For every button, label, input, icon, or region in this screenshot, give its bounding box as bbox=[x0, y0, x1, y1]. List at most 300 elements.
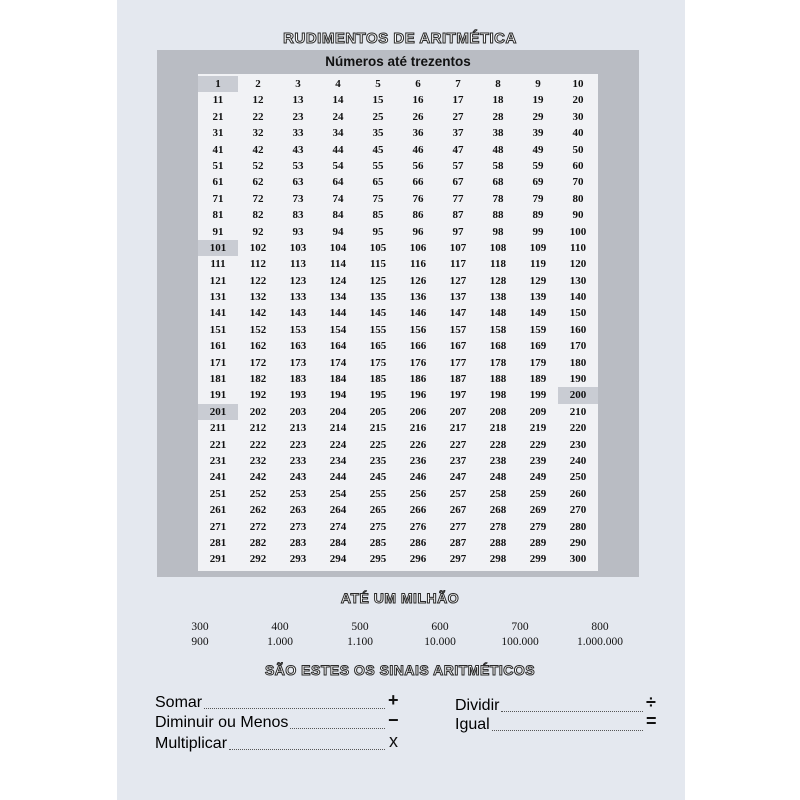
table-row bbox=[198, 109, 598, 125]
number-cell: 52 bbox=[252, 159, 264, 172]
number-cell: 161 bbox=[209, 340, 227, 353]
number-cell: 225 bbox=[369, 438, 387, 451]
table-row bbox=[198, 256, 598, 272]
number-cell: 28 bbox=[492, 110, 504, 123]
number-cell: 132 bbox=[249, 291, 267, 304]
number-cell: 44 bbox=[332, 143, 344, 156]
number-cell: 16 bbox=[412, 94, 424, 107]
number-cell: 127 bbox=[449, 274, 467, 287]
dotted-leader bbox=[501, 711, 643, 712]
number-cell: 86 bbox=[412, 209, 424, 222]
number-cell: 137 bbox=[449, 291, 467, 304]
number-cell: 263 bbox=[289, 504, 307, 517]
number-cell: 99 bbox=[532, 225, 544, 238]
number-cell: 124 bbox=[329, 274, 347, 287]
number-cell: 118 bbox=[490, 258, 506, 271]
million-value: 500 bbox=[351, 621, 369, 633]
number-cell: 55 bbox=[372, 159, 384, 172]
number-cell: 151 bbox=[209, 323, 227, 336]
number-table-title: Números até trezentos bbox=[325, 54, 471, 69]
number-cell: 197 bbox=[449, 389, 467, 402]
sign-label-multiplicar: Multiplicar bbox=[155, 735, 228, 752]
number-cell: 157 bbox=[449, 323, 467, 336]
number-cell: 34 bbox=[332, 127, 344, 140]
number-cell: 293 bbox=[289, 553, 307, 566]
number-cell: 66 bbox=[412, 176, 424, 189]
number-cell: 84 bbox=[332, 209, 344, 222]
table-row bbox=[198, 92, 598, 108]
number-cell: 92 bbox=[252, 225, 264, 238]
number-cell: 98 bbox=[492, 225, 504, 238]
number-cell: 226 bbox=[409, 438, 427, 451]
number-cell: 288 bbox=[489, 536, 507, 549]
number-cell: 285 bbox=[369, 536, 387, 549]
table-row bbox=[198, 289, 598, 305]
table-row bbox=[198, 305, 598, 321]
number-cell: 51 bbox=[212, 159, 224, 172]
number-cell: 238 bbox=[489, 454, 507, 467]
number-cell: 21 bbox=[212, 110, 224, 123]
number-cell: 20 bbox=[572, 94, 584, 107]
number-cell: 153 bbox=[289, 323, 307, 336]
million-value: 10.000 bbox=[424, 636, 456, 648]
number-cell: 253 bbox=[289, 487, 307, 500]
number-cell: 63 bbox=[292, 176, 304, 189]
sign-label-somar: Somar bbox=[155, 694, 203, 711]
divide-icon: ÷ bbox=[646, 692, 656, 712]
number-cell: 281 bbox=[209, 536, 227, 549]
table-row bbox=[198, 207, 598, 223]
number-cell: 101 bbox=[198, 240, 238, 256]
number-cell: 154 bbox=[329, 323, 347, 336]
number-cell: 271 bbox=[209, 520, 227, 533]
number-cell: 210 bbox=[569, 405, 587, 418]
number-cell: 198 bbox=[489, 389, 507, 402]
number-cell: 126 bbox=[409, 274, 427, 287]
number-cell: 282 bbox=[249, 536, 267, 549]
number-cell: 214 bbox=[329, 422, 347, 435]
number-cell: 280 bbox=[569, 520, 587, 533]
number-cell: 300 bbox=[569, 553, 587, 566]
number-cell: 95 bbox=[372, 225, 384, 238]
number-cell: 27 bbox=[452, 110, 464, 123]
million-value: 100.000 bbox=[501, 636, 539, 648]
number-cell: 195 bbox=[369, 389, 387, 402]
number-cell: 257 bbox=[449, 487, 467, 500]
number-cell: 245 bbox=[369, 471, 387, 484]
number-cell: 91 bbox=[212, 225, 224, 238]
number-cell: 70 bbox=[572, 176, 584, 189]
number-cell: 88 bbox=[492, 209, 504, 222]
number-cell: 184 bbox=[329, 373, 347, 386]
number-cell: 252 bbox=[249, 487, 267, 500]
million-section-title: ATÉ UM MILHÃO bbox=[340, 590, 460, 606]
number-cell: 188 bbox=[489, 373, 507, 386]
number-cell: 79 bbox=[532, 192, 544, 205]
number-cell: 83 bbox=[292, 209, 304, 222]
table-row bbox=[198, 387, 598, 403]
number-cell: 22 bbox=[252, 110, 264, 123]
million-value: 300 bbox=[191, 621, 209, 633]
number-cell: 107 bbox=[449, 241, 467, 254]
number-cell: 131 bbox=[209, 291, 227, 304]
number-cell: 77 bbox=[452, 192, 464, 205]
number-cell: 74 bbox=[332, 192, 344, 205]
number-cell: 291 bbox=[209, 553, 227, 566]
number-cell: 241 bbox=[209, 471, 227, 484]
times-icon: x bbox=[389, 731, 398, 751]
number-cell: 297 bbox=[449, 553, 467, 566]
number-cell: 103 bbox=[289, 241, 307, 254]
number-cell: 286 bbox=[409, 536, 427, 549]
number-cell: 170 bbox=[569, 340, 587, 353]
number-cell: 9 bbox=[535, 78, 541, 90]
number-cell: 136 bbox=[409, 291, 427, 304]
number-cell: 130 bbox=[569, 274, 587, 287]
number-cell: 112 bbox=[250, 258, 266, 271]
table-row bbox=[198, 420, 598, 436]
table-row bbox=[198, 355, 598, 371]
number-cell: 204 bbox=[329, 405, 347, 418]
number-cell: 50 bbox=[572, 143, 584, 156]
number-cell: 134 bbox=[329, 291, 347, 304]
number-cell: 10 bbox=[572, 78, 584, 90]
number-cell: 212 bbox=[249, 422, 267, 435]
number-cell: 87 bbox=[452, 209, 464, 222]
number-cell: 160 bbox=[569, 323, 587, 336]
table-row bbox=[198, 322, 598, 338]
number-cell: 175 bbox=[369, 356, 387, 369]
number-cell: 177 bbox=[449, 356, 467, 369]
number-cell: 57 bbox=[452, 159, 464, 172]
number-cell: 270 bbox=[569, 504, 587, 517]
number-cell: 13 bbox=[292, 94, 304, 107]
number-cell: 38 bbox=[492, 127, 504, 140]
number-cell: 18 bbox=[492, 94, 504, 107]
number-cell: 150 bbox=[569, 307, 587, 320]
number-cell: 81 bbox=[212, 209, 224, 222]
number-cell: 284 bbox=[329, 536, 347, 549]
number-cell: 7 bbox=[455, 78, 461, 90]
number-cell: 199 bbox=[529, 389, 547, 402]
number-cell: 211 bbox=[210, 422, 226, 435]
number-cell: 219 bbox=[529, 422, 547, 435]
number-cell: 191 bbox=[209, 389, 227, 402]
number-cell: 19 bbox=[532, 94, 544, 107]
number-cell: 152 bbox=[249, 323, 267, 336]
table-row bbox=[198, 371, 598, 387]
million-value: 800 bbox=[591, 621, 609, 633]
number-cell: 43 bbox=[292, 143, 304, 156]
number-cell: 294 bbox=[329, 553, 347, 566]
number-cell: 125 bbox=[369, 274, 387, 287]
number-cell: 221 bbox=[209, 438, 227, 451]
number-cell: 248 bbox=[489, 471, 507, 484]
number-cell: 229 bbox=[529, 438, 547, 451]
number-cell: 220 bbox=[569, 422, 587, 435]
number-cell: 59 bbox=[532, 159, 544, 172]
number-cell: 147 bbox=[449, 307, 467, 320]
number-cell: 73 bbox=[292, 192, 304, 205]
number-cell: 298 bbox=[489, 553, 507, 566]
number-cell: 192 bbox=[249, 389, 267, 402]
number-cell: 180 bbox=[569, 356, 587, 369]
number-cell: 186 bbox=[409, 373, 427, 386]
table-row bbox=[198, 273, 598, 289]
number-cell: 247 bbox=[449, 471, 467, 484]
number-cell: 258 bbox=[489, 487, 507, 500]
million-row-2 bbox=[150, 636, 650, 648]
number-cell: 181 bbox=[209, 373, 227, 386]
number-cell: 69 bbox=[532, 176, 544, 189]
plus-icon: + bbox=[388, 690, 399, 710]
number-cell: 190 bbox=[569, 373, 587, 386]
number-cell: 289 bbox=[529, 536, 547, 549]
number-cell: 292 bbox=[249, 553, 267, 566]
number-cell: 237 bbox=[449, 454, 467, 467]
number-cell: 42 bbox=[252, 143, 264, 156]
number-cell: 141 bbox=[209, 307, 227, 320]
million-value: 900 bbox=[191, 636, 209, 648]
number-cell: 243 bbox=[289, 471, 307, 484]
number-cell: 24 bbox=[332, 110, 344, 123]
number-cell: 82 bbox=[252, 209, 264, 222]
number-cell: 31 bbox=[212, 127, 224, 140]
number-cell: 102 bbox=[249, 241, 267, 254]
number-cell: 208 bbox=[489, 405, 507, 418]
million-value: 1.100 bbox=[347, 636, 373, 648]
sign-line-dividir bbox=[455, 697, 645, 715]
number-cell: 182 bbox=[249, 373, 267, 386]
table-row bbox=[198, 404, 598, 420]
number-cell: 265 bbox=[369, 504, 387, 517]
number-cell: 223 bbox=[289, 438, 307, 451]
number-cell: 251 bbox=[209, 487, 227, 500]
number-cell: 206 bbox=[409, 405, 427, 418]
number-cell: 97 bbox=[452, 225, 464, 238]
table-row bbox=[198, 224, 598, 240]
number-cell: 233 bbox=[289, 454, 307, 467]
number-cell: 120 bbox=[569, 258, 587, 271]
number-cell: 135 bbox=[369, 291, 387, 304]
number-cell: 163 bbox=[289, 340, 307, 353]
number-cell: 246 bbox=[409, 471, 427, 484]
number-cell: 53 bbox=[292, 159, 304, 172]
number-cell: 266 bbox=[409, 504, 427, 517]
number-cell: 15 bbox=[372, 94, 384, 107]
number-cell: 262 bbox=[249, 504, 267, 517]
number-cell: 242 bbox=[249, 471, 267, 484]
number-cell: 267 bbox=[449, 504, 467, 517]
number-cell: 142 bbox=[249, 307, 267, 320]
number-cell: 93 bbox=[292, 225, 304, 238]
table-row bbox=[198, 469, 598, 485]
number-cell: 146 bbox=[409, 307, 427, 320]
number-cell: 187 bbox=[449, 373, 467, 386]
number-cell: 290 bbox=[569, 536, 587, 549]
number-cell: 17 bbox=[452, 94, 464, 107]
number-cell: 162 bbox=[249, 340, 267, 353]
table-row bbox=[198, 502, 598, 518]
number-cell: 230 bbox=[569, 438, 587, 451]
sign-label-igual: Igual bbox=[455, 716, 490, 733]
number-cell: 71 bbox=[212, 192, 224, 205]
number-cell: 41 bbox=[212, 143, 224, 156]
number-cell: 145 bbox=[369, 307, 387, 320]
number-cell: 138 bbox=[489, 291, 507, 304]
table-row bbox=[198, 240, 598, 256]
number-cell: 6 bbox=[415, 78, 421, 90]
dotted-leader bbox=[290, 728, 385, 729]
number-cell: 90 bbox=[572, 209, 584, 222]
number-cell: 250 bbox=[569, 471, 587, 484]
number-cell: 268 bbox=[489, 504, 507, 517]
minus-icon: − bbox=[388, 710, 399, 730]
table-row bbox=[198, 76, 598, 92]
number-cell: 105 bbox=[369, 241, 387, 254]
number-cell: 272 bbox=[249, 520, 267, 533]
number-cell: 56 bbox=[412, 159, 424, 172]
number-cell: 202 bbox=[249, 405, 267, 418]
number-cell: 200 bbox=[558, 387, 598, 403]
number-cell: 25 bbox=[372, 110, 384, 123]
number-cell: 149 bbox=[529, 307, 547, 320]
number-cell: 236 bbox=[409, 454, 427, 467]
number-cell: 45 bbox=[372, 143, 384, 156]
number-cell: 1 bbox=[198, 76, 238, 92]
number-cell: 158 bbox=[489, 323, 507, 336]
number-cell: 216 bbox=[409, 422, 427, 435]
number-cell: 58 bbox=[492, 159, 504, 172]
number-cell: 205 bbox=[369, 405, 387, 418]
number-cell: 235 bbox=[369, 454, 387, 467]
table-row bbox=[198, 174, 598, 190]
number-cell: 232 bbox=[249, 454, 267, 467]
number-cell: 218 bbox=[489, 422, 507, 435]
number-cell: 75 bbox=[372, 192, 384, 205]
number-cell: 166 bbox=[409, 340, 427, 353]
number-cell: 159 bbox=[529, 323, 547, 336]
table-row bbox=[198, 142, 598, 158]
million-value: 600 bbox=[431, 621, 449, 633]
dotted-leader bbox=[492, 730, 643, 731]
number-cell: 172 bbox=[249, 356, 267, 369]
million-value: 700 bbox=[511, 621, 529, 633]
number-cell: 110 bbox=[570, 241, 586, 254]
number-cell: 213 bbox=[289, 422, 307, 435]
number-cell: 111 bbox=[210, 258, 226, 271]
number-cell: 222 bbox=[249, 438, 267, 451]
number-cell: 133 bbox=[289, 291, 307, 304]
number-cell: 185 bbox=[369, 373, 387, 386]
number-cell: 139 bbox=[529, 291, 547, 304]
number-cell: 169 bbox=[529, 340, 547, 353]
number-cell: 287 bbox=[449, 536, 467, 549]
table-row bbox=[198, 437, 598, 453]
number-cell: 48 bbox=[492, 143, 504, 156]
number-cell: 174 bbox=[329, 356, 347, 369]
number-table bbox=[198, 76, 598, 568]
number-cell: 234 bbox=[329, 454, 347, 467]
number-cell: 215 bbox=[369, 422, 387, 435]
number-cell: 143 bbox=[289, 307, 307, 320]
number-cell: 115 bbox=[370, 258, 386, 271]
number-cell: 65 bbox=[372, 176, 384, 189]
number-cell: 203 bbox=[289, 405, 307, 418]
million-value: 1.000.000 bbox=[577, 636, 623, 648]
number-cell: 60 bbox=[572, 159, 584, 172]
number-cell: 217 bbox=[449, 422, 467, 435]
table-row bbox=[198, 125, 598, 141]
number-cell: 259 bbox=[529, 487, 547, 500]
number-cell: 36 bbox=[412, 127, 424, 140]
number-cell: 296 bbox=[409, 553, 427, 566]
number-cell: 116 bbox=[410, 258, 426, 271]
number-cell: 227 bbox=[449, 438, 467, 451]
number-cell: 80 bbox=[572, 192, 584, 205]
equals-icon: = bbox=[646, 711, 657, 731]
number-cell: 40 bbox=[572, 127, 584, 140]
number-cell: 104 bbox=[329, 241, 347, 254]
table-row bbox=[198, 338, 598, 354]
table-row bbox=[198, 453, 598, 469]
number-cell: 167 bbox=[449, 340, 467, 353]
million-value: 1.000 bbox=[267, 636, 293, 648]
number-cell: 168 bbox=[489, 340, 507, 353]
number-cell: 113 bbox=[290, 258, 306, 271]
number-cell: 196 bbox=[409, 389, 427, 402]
number-cell: 155 bbox=[369, 323, 387, 336]
page-title: RUDIMENTOS DE ARITMÉTICA bbox=[283, 30, 517, 47]
number-cell: 183 bbox=[289, 373, 307, 386]
sign-label-dividir: Dividir bbox=[455, 697, 500, 714]
table-row bbox=[198, 535, 598, 551]
number-cell: 240 bbox=[569, 454, 587, 467]
number-cell: 255 bbox=[369, 487, 387, 500]
number-cell: 72 bbox=[252, 192, 264, 205]
number-cell: 61 bbox=[212, 176, 224, 189]
number-cell: 144 bbox=[329, 307, 347, 320]
number-cell: 106 bbox=[409, 241, 427, 254]
number-cell: 179 bbox=[529, 356, 547, 369]
number-cell: 119 bbox=[530, 258, 546, 271]
number-cell: 32 bbox=[252, 127, 264, 140]
number-cell: 35 bbox=[372, 127, 384, 140]
signs-section-title: SÃO ESTES OS SINAIS ARITMÉTICOS bbox=[264, 662, 536, 678]
number-cell: 68 bbox=[492, 176, 504, 189]
number-cell: 164 bbox=[329, 340, 347, 353]
number-cell: 129 bbox=[529, 274, 547, 287]
sign-line-somar bbox=[155, 694, 387, 712]
number-cell: 85 bbox=[372, 209, 384, 222]
number-cell: 46 bbox=[412, 143, 424, 156]
number-cell: 269 bbox=[529, 504, 547, 517]
number-cell: 278 bbox=[489, 520, 507, 533]
number-cell: 260 bbox=[569, 487, 587, 500]
number-cell: 148 bbox=[489, 307, 507, 320]
number-cell: 277 bbox=[449, 520, 467, 533]
number-cell: 209 bbox=[529, 405, 547, 418]
number-cell: 37 bbox=[452, 127, 464, 140]
number-cell: 33 bbox=[292, 127, 304, 140]
number-cell: 275 bbox=[369, 520, 387, 533]
number-cell: 26 bbox=[412, 110, 424, 123]
number-cell: 228 bbox=[489, 438, 507, 451]
number-cell: 62 bbox=[252, 176, 264, 189]
sign-line-diminuir bbox=[155, 714, 387, 732]
number-cell: 189 bbox=[529, 373, 547, 386]
table-row bbox=[198, 486, 598, 502]
